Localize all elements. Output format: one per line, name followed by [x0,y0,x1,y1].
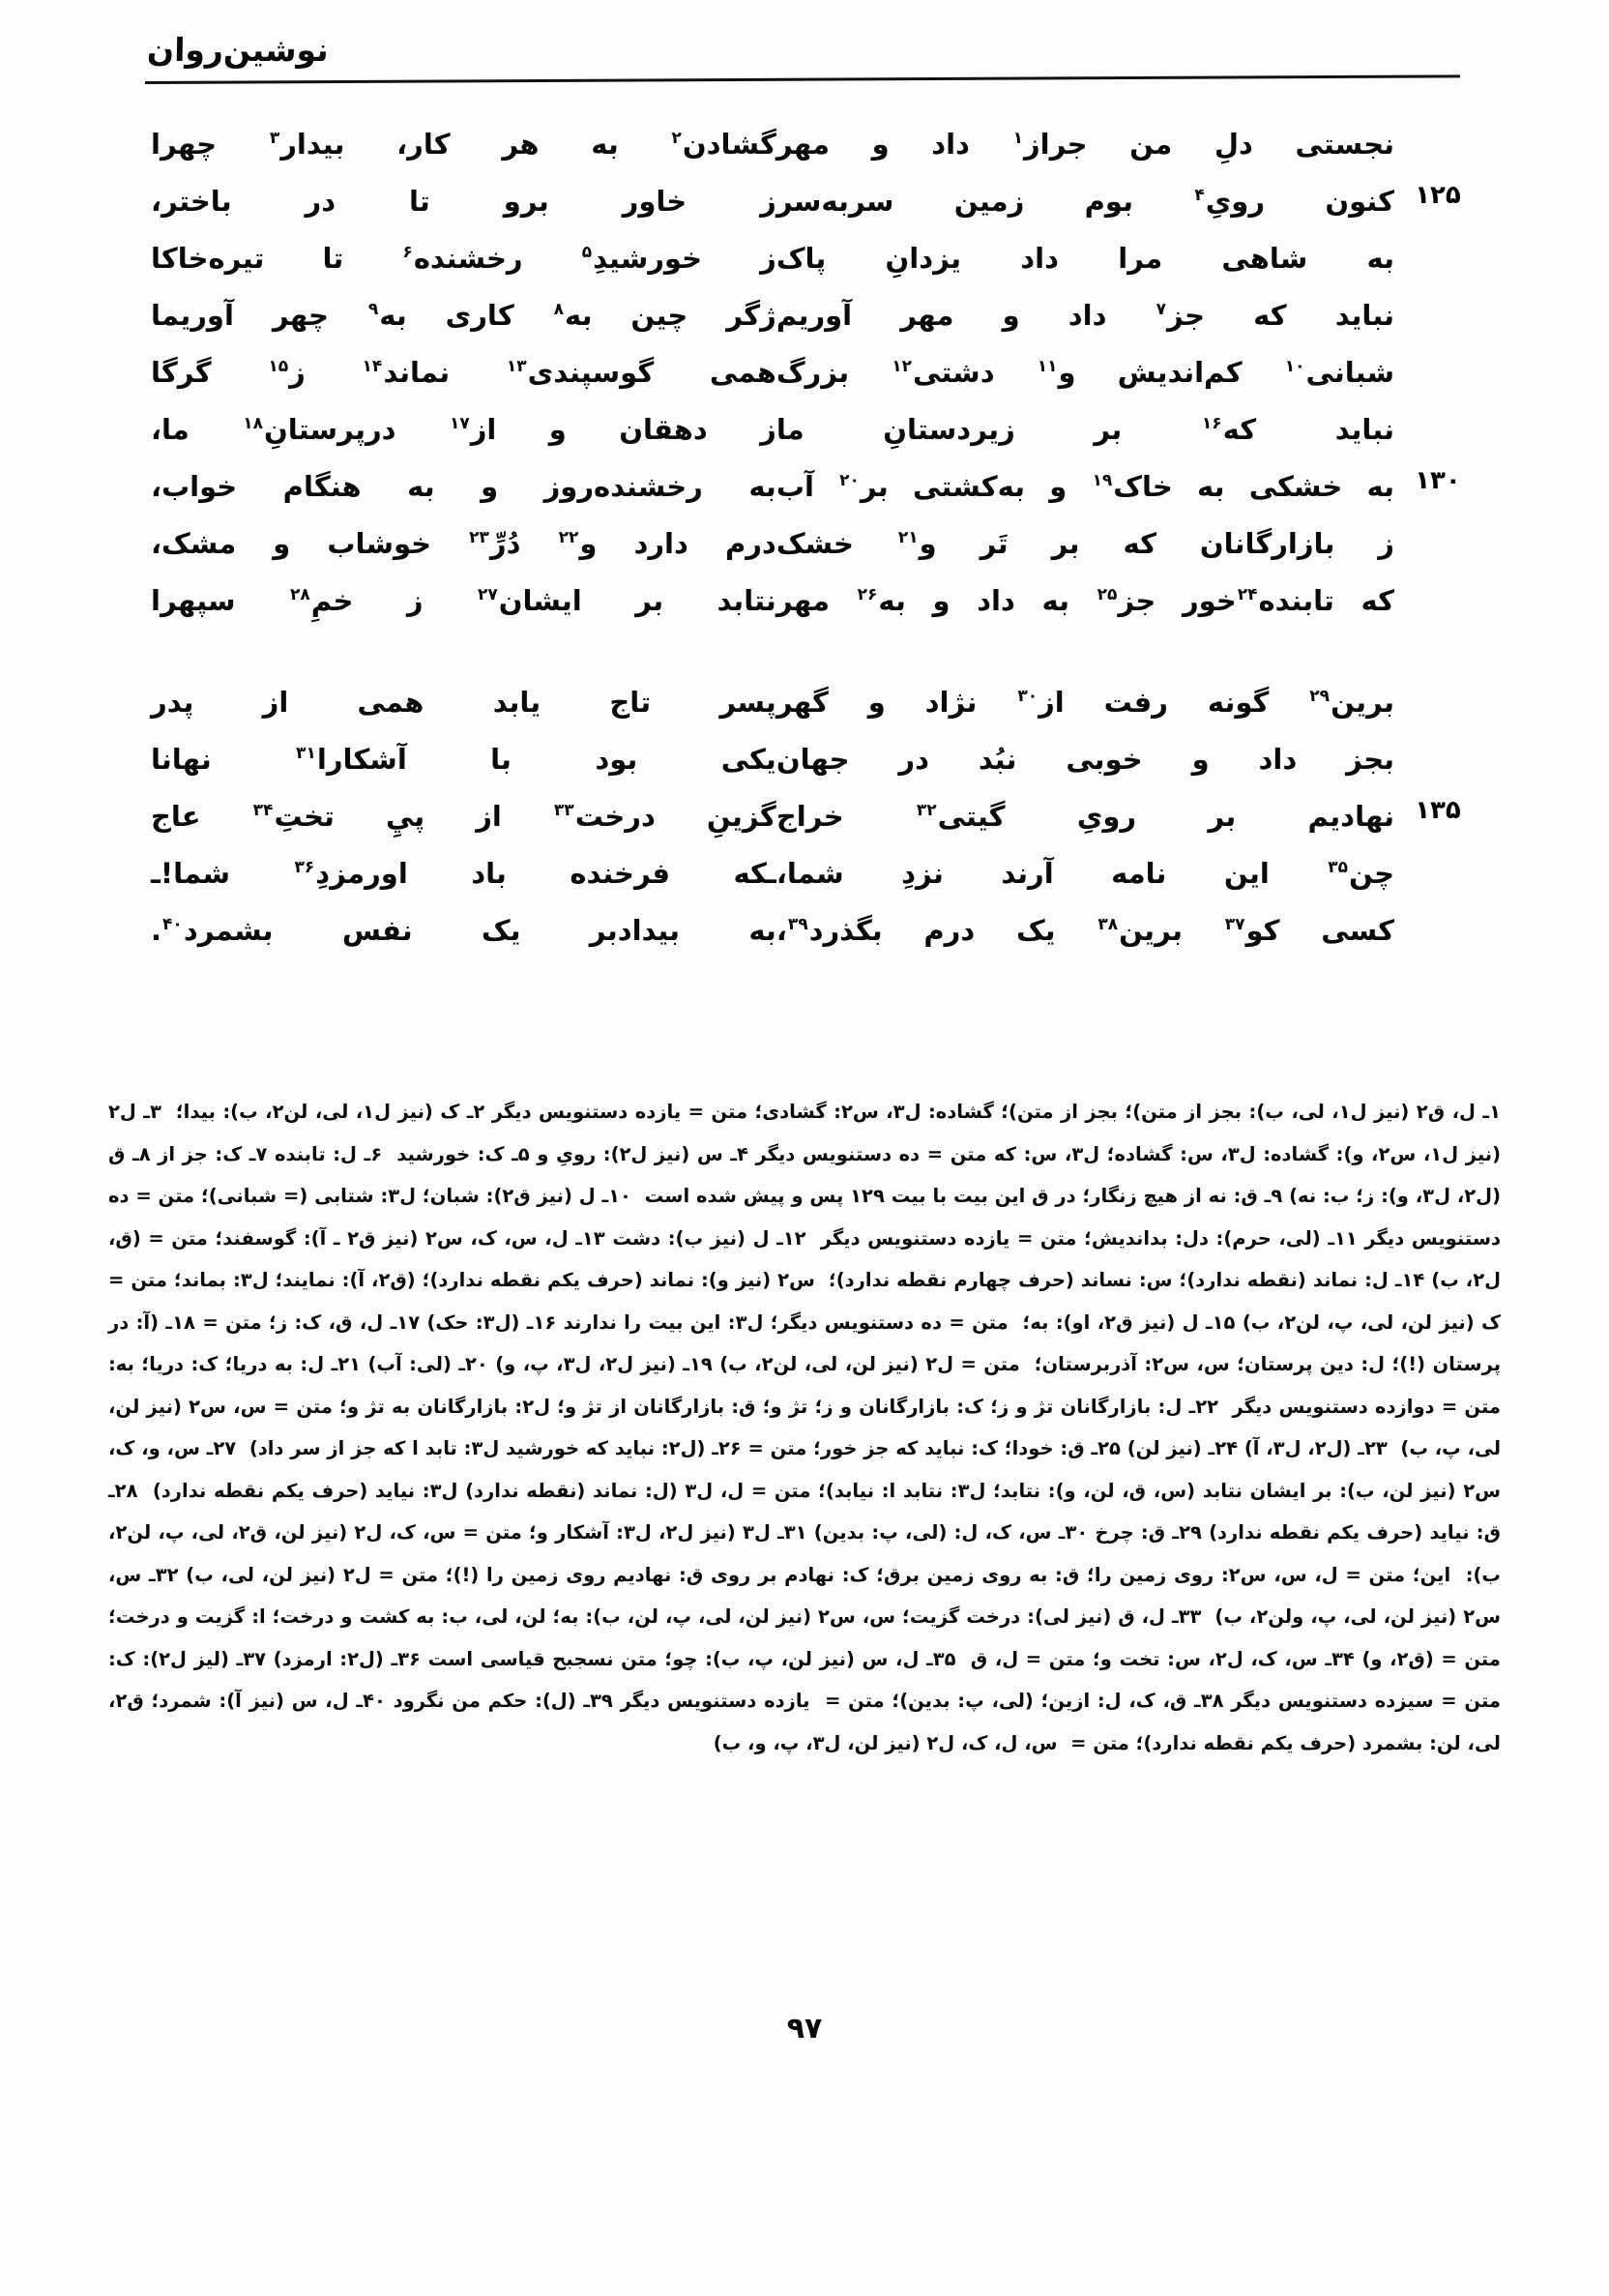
hemistich-right: نباید که$^{۱۶}$ بر زیردستانِ ما [775,413,1394,446]
stanza-separator [145,630,1460,674]
footnote-marker: ۳۷ [1224,915,1245,935]
apparatus-note: ۳۳ـ ل، ق (نیز لی): درخت گزیت؛ س، س۲ (نیز لن، لی، پ، لن، ب): به؛ لن، لی، ب: به کشت و درخت؛ ا: گزیت و درخت؛ متن = (ق۲، و) ۳۴ـ س، ک، ل۲، س: تخت و؛ متن = ل، ق [108,1605,1501,1670]
footnote-marker: ۱۲ [892,357,912,377]
apparatus-note: یازده دستنویس دیگر ۳۹ـ (ل): حکم من نگرود ۴۰ـ ل، س (نیز آ): شمرد؛ ق۲، لی، لن: بشمرد (حرف یکم نقطه ندارد)؛ متن = [108,1690,1501,1754]
footnote-marker: ۱۰ [1284,357,1305,377]
footnote-marker: ۱۶ [1201,414,1222,434]
footnote-marker: ۲۶ [857,585,878,605]
footnote-marker: ۲۵ [1097,585,1118,605]
hemistich-left: ژگر چین به$^۸$ کاری به$^۹$ چهر آوریما [151,299,776,332]
footnote-marker: ۲۲ [558,528,579,548]
verse-line [145,458,1460,515]
footnote-marker: ۴۰ [162,915,183,935]
footnote-marker: ۵ [581,243,593,263]
footnote-marker: ۱۱ [1037,357,1058,377]
hemistich-right: به خشکی به خاک$^{۱۹}$ و به‌کشتی بر$^{۲۰}$ آب [775,470,1394,503]
hemistich-right: شبانی$^{۱۰}$ کم‌اندیش و$^{۱۱}$ دشتی$^{۱۲}$ بزرگ [775,356,1394,389]
header-rule [145,74,1460,84]
verse-number: ۱۳۵ [1415,796,1461,825]
verse-line [145,515,1460,573]
footnote-marker: ۳۶ [294,858,315,878]
apparatus-note: ۱۰ـ ل (نیز ق۲): شبان؛ ل۳: شتابی (= شبانی)؛ متن = ده دستنویس دیگر ۱۱ـ (لی، حرم): دل: بداندیش؛ متن = یازده دستنویس دیگر [108,1185,1502,1250]
footnote-marker: ۳۵ [1328,858,1348,878]
hemistich-right: بجز داد و خوبی نبُد در جهان [775,743,1394,776]
verse-line [145,573,1460,630]
apparatus-note: ۲۲ـ ل: بازارگانان تژ و ز؛ ک: بازارگانان و ز؛ تژ و؛ ق: بازارگانان از تژ و؛ ل۲: بازارگانان به تژ و؛ متن = س، س۲ (نیز لن، لی، پ، ب) [108,1395,1502,1459]
verse-line [145,788,1460,845]
footnote-marker: ۳۲ [916,801,937,821]
folio-number: ۹۷ [786,2012,823,2046]
footnote-marker: ۳۰ [1017,687,1039,707]
footnote-marker: ۶ [402,243,413,263]
verse-number: ۱۲۵ [1415,181,1461,210]
footnote-marker: ۹ [367,300,379,320]
hemistich-right: چن$^{۳۵}$ این نامه آرند نزدِ شما، [775,857,1394,890]
footnote-marker: ۲۳ [469,528,489,548]
hemistich-left: به رخشنده‌روز و به هنگام خواب، [151,470,776,503]
verse-body [145,116,1460,1035]
hemistich-right: نجستی دلِ من جراز$^۱$ داد و مهر [775,128,1394,161]
running-title: نوشین‌روان [146,31,330,69]
apparatus-note: ۳ـ ل۲ (نیز ل۱، س۲، و): گشاده: ل۳، س: گشاده؛ ل۳، س: که متن = ده دستنویس دیگر ۴ـ س (نیز ل۲): رویِ و ۵ـ ک: خورشید [108,1101,1502,1165]
footnote-marker: ۱۵ [268,357,289,377]
apparatus-note: ۱۲ـ ل (نیز ب): دشت ۱۳ـ ل، س، ک، س۲ (نیز ق۲ ـ آ): گوسفند؛ متن = (ق، ل۲، ب) ۱۴ـ ل: نماند (نقطه ندارد)؛ س: نساند (حرف چهارم نقطه ندارد)؛ [108,1226,1502,1291]
verse-line [145,845,1460,902]
footnote-marker: ۲ [671,129,682,149]
verse-line [145,344,1460,401]
hemistich-left: درم دارد و$^{۲۲}$ دُرِّ$^{۲۳}$ خوشاب و مشک، [151,527,776,560]
apparatus-note: ۱ـ ل، ق۲ (نیز ل۱، لی، ب): بجز از متن)؛ بجز از متن)؛ گشاده: ل۳، س۲: گشادی؛ متن = یازده دستنویس دیگر ۲ـ ک (نیز ل۱، لی، لن۲، ب): بیدا؛ [175,1101,1501,1123]
hemistich-right: نهادیم بر رویِ گیتی$^{۳۲}$ خراج [775,800,1394,833]
footnote-marker: ۱۹ [1092,471,1113,491]
hemistich-left: گزینِ درخت$^{۳۳}$ از پيِ تختِ$^{۳۴}$ عاج [151,800,776,833]
hemistich-left: ـکه فرخنده باد اورمزدِ$^{۳۶}$ شما!ـ [151,857,776,890]
hemistich-right: که تابنده$^{۲۴}$خور جز$^{۲۵}$ به داد و به$^{۲۶}$ مهر [775,584,1394,617]
footnote-marker: ۴ [1194,186,1205,206]
hemistich-left: ز دهقان و از$^{۱۷}$ درپرستانِ$^{۱۸}$ ما، [151,413,776,446]
hemistich-left: پسر تاج یابد همی از پدر [151,686,776,719]
footnote-marker: ۲۰ [839,471,860,491]
footnote-marker: ۳ [269,129,280,149]
hemistich-left: به بیدادبر یک نفس بشمرد$^{۴۰}$. [151,914,776,947]
footnote-marker: ۳۱ [296,744,316,764]
verse-line [145,674,1460,731]
footnote-marker: ۲۴ [1237,585,1258,605]
verse-line [145,731,1460,788]
verse-stanza [145,116,1460,630]
apparatus-note: ۲۸ـ ق: نیاید (حرف یکم نقطه ندارد) ۲۹ـ ق: چرخ ۳۰ـ س، ک، ل: (لی، پ: بدین) ۳۱ـ ل۳ (نیز ل۲، ل۳: آشکار و؛ متن = س، ک، ل۲ (نیز لن، ق۲، لی، پ، لن۲، ب): [108,1479,1501,1586]
footnote-marker: ۳۹ [787,915,808,935]
hemistich-left: ز خورشیدِ$^۵$ رخشنده$^۶$ تا تیره‌خاکا [151,242,776,275]
hemistich-left: همی گوسپندی$^{۱۳}$ نماند$^{۱۴}$ ز$^{۱۵}$ گرگا [151,356,776,389]
apparatus-note: این؛ متن = ل، س، س۲: روی زمین را؛ ق: به روی زمین برق؛ ک: نهادم بر روی ق: نهادیم روی زمین را (!)؛ متن = ل۲ (نیز لن، لی، ب) ۳۲ـ س، س۲ (نیز لن، لی، پ، ولن۲، ب) [108,1563,1502,1628]
footnote-marker: ۱۷ [449,414,470,434]
hemistich-left: ز خاور برو تا در باختر، [151,185,776,218]
hemistich-right: کنون رویِ$^۴$ بوم زمین سربه‌سر [775,185,1394,218]
hemistich-right: برین$^{۲۹}$ گونه رفت از$^{۳۰}$ نژاد و گهر [775,686,1394,719]
verse-line [145,902,1460,959]
apparatus-note: ۲۳ـ (ل۲، ل۳، آ) ۲۴ـ (نیز لن) ۲۵ـ ق: خودا؛ ک: نباید که جز خور؛ متن = ۲۶ـ (ل۲: نباید که خورشید ل۳: تابد ا که جز از سر داد) [249,1437,1388,1459]
footnote-marker: ۳۴ [252,801,274,821]
verse-line [145,116,1460,173]
footnote-marker: ۲۸ [289,585,310,605]
hemistich-right: کسی کو$^{۳۷}$ برین$^{۳۸}$ یک درم بگذرد$^{۳۹}$، [775,914,1394,947]
apparatus-note: ۶ـ ل: تابنده ۷ـ ک: جز از ۸ـ ق (ل۲، ل۳، و): ز؛ ب: نه) ۹ـ ق: نه از هیچ زنگار؛ در ق این بیت با بیت ۱۲۹ پس و پیش شده است [108,1142,1501,1207]
verse-stanza [145,674,1460,959]
verse-line [145,173,1460,230]
footnote-marker: ۲۹ [1309,687,1331,707]
footnote-marker: ۱ [1012,129,1023,149]
footnote-marker: ۱۸ [243,414,264,434]
hemistich-right: ز بازارگانان که بر تَر و$^{۲۱}$ خشک [775,527,1395,560]
hemistich-right: به شاهی مرا داد یزدانِ پاک [775,242,1394,275]
verse-number: ۱۳۰ [1415,466,1461,495]
footnote-marker: ۱۳ [506,357,527,377]
running-head [0,21,1609,89]
hemistich-left: یکی بود با آشکارا$^{۳۱}$ نهانا [151,743,776,776]
apparatus-note: ۲۷ـ س، و، ک، س۲ (نیز لن، ب): بر ایشان نتابد (س، ق، لن، و): نتابد؛ ل۳: نتابد ا: نیابد)؛ متن = ل، ل۳ (ل: نماند (نقطه ندارد) ل۳: نیاید (حرف یکم نقطه ندارد) [108,1437,1502,1502]
apparatus-note: س۲ (نیز و): نماند (حرف یکم نقطه ندارد)؛ (ق۲، آ): نمایند؛ ل۳: بماند؛ متن = ک (نیز لن، لی، پ، لن۲، ب) ۱۵ـ ل (نیز ق۲، او): به؛ [108,1269,1502,1334]
hemistich-left: نتابد بر ایشان$^{۲۷}$ ز خمِ$^{۲۸}$ سپهرا [151,584,776,617]
critical-apparatus [108,1091,1501,1764]
apparatus-note: متن = ده دستنویس دیگر؛ ل۳: این بیت را ندارند ۱۶ـ (ل۳: حک) ۱۷ـ ل، ق، ک: ز؛ متن = ۱۸ـ (آ: در پرستان (!)؛ ل: دین پرستان؛ س، س۲: آذربرستان؛ [108,1310,1502,1375]
footnote-marker: ۳۸ [1097,915,1119,935]
apparatus-note: متن = ل۲ (نیز لن، لی، لن۲، ب) ۱۹ـ (نیز ل۲، ل۳، پ، و) ۲۰ـ (لی: آب) ۲۱ـ ل: به دریا؛ ک: دریا؛ به: متن = دوازده دستنویس دیگر [108,1353,1501,1418]
footnote-marker: ۲۱ [897,528,919,548]
verse-line [145,401,1460,458]
hemistich-left: گشادن$^۲$ به هر کار، بیدار$^۳$ چهرا [151,128,776,161]
apparatus-note: س، ل، ک، ل۲ (نیز لن، ل۳، پ، و، ب) [713,1731,1058,1754]
footnote-marker: ۷ [1156,300,1167,320]
footnote-marker: ۸ [553,300,565,320]
footnote-marker: ۳۳ [553,801,574,821]
hemistich-right: نباید که جز$^۷$ داد و مهر آوریم [775,299,1395,332]
footnote-marker: ۱۴ [362,357,383,377]
apparatus-note: ۳۵ـ ل، س (نیز لن، پ، ب): چو؛ متن نسجبح قیاسی است ۳۶ـ (ل۲: ارمزد) ۳۷ـ (لیز ل۲): ک: متن = سیزده دستنویس دیگر ۳۸ـ ق، ک، ل: ازین؛ (لی، پ: بدین)؛ متن = [108,1647,1501,1712]
verse-line [145,287,1460,344]
footnote-marker: ۲۷ [477,585,498,605]
verse-line [145,230,1460,287]
